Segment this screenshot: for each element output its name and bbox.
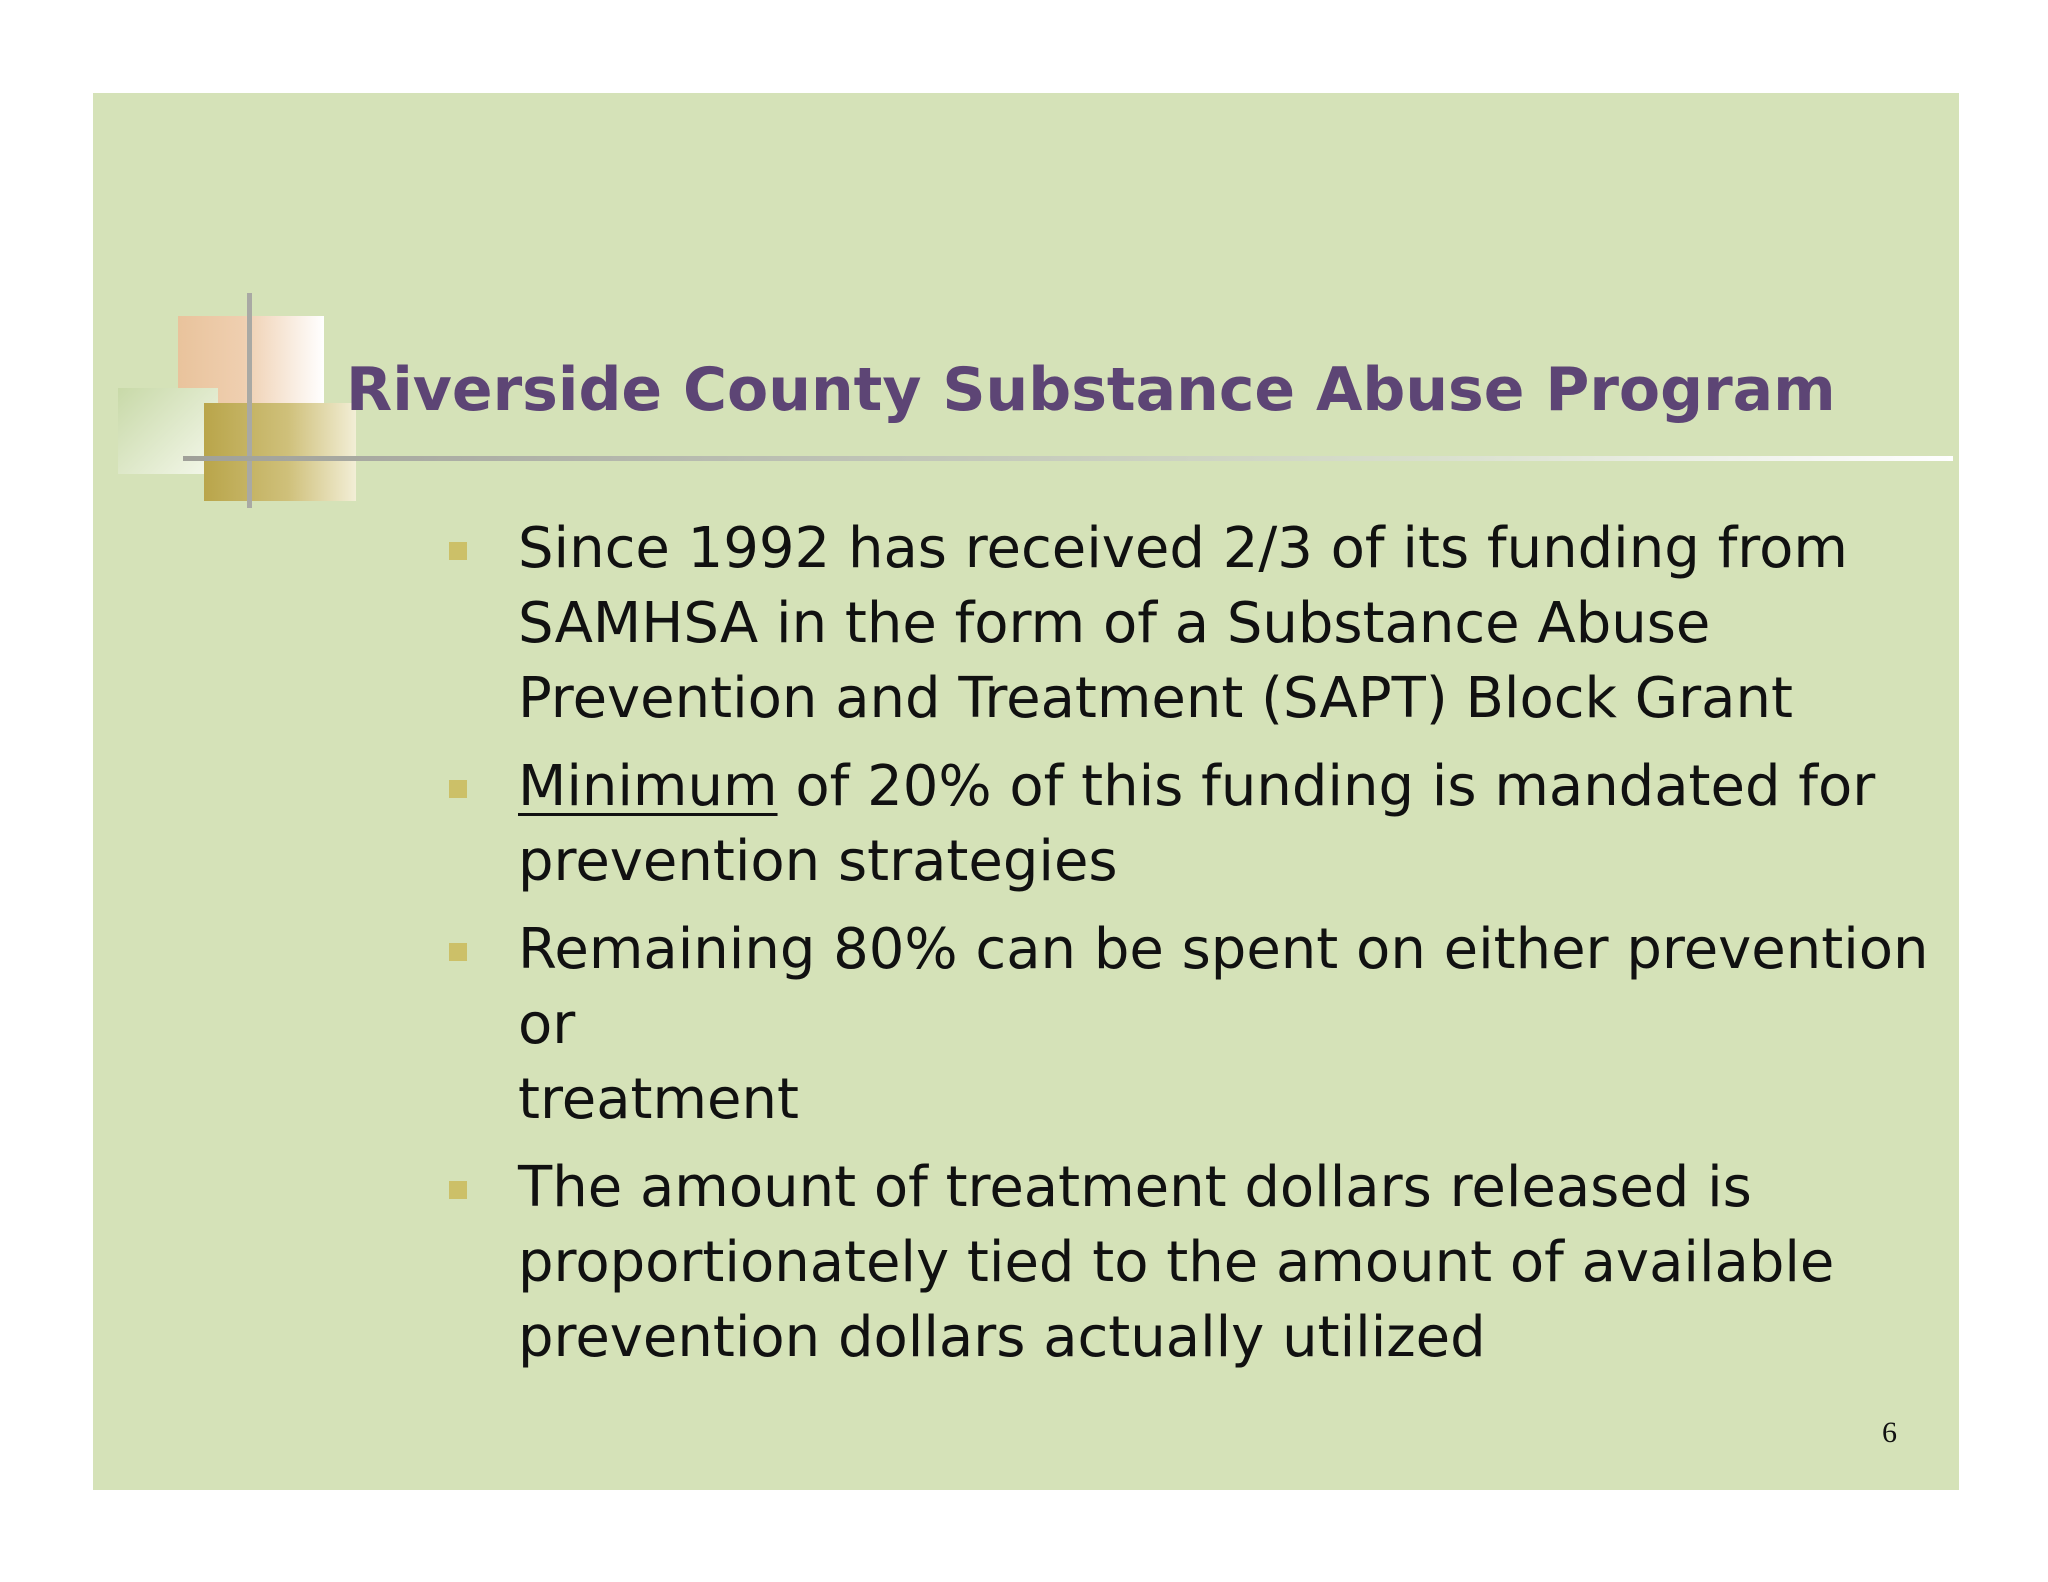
- bullet-item-funding: [353, 511, 1953, 736]
- slide: [93, 93, 1959, 1490]
- decorative-light-square: [118, 388, 218, 474]
- bullet-line: SAMHSA in the form of a Substance Abuse: [518, 591, 1711, 656]
- bullet-line: prevention dollars actually utilized: [518, 1305, 1486, 1370]
- bullet-item-remaining: [353, 912, 1953, 1137]
- title-divider-line: [183, 456, 1953, 461]
- square-bullet-icon: [449, 542, 467, 560]
- bullet-line: Remaining 80% can be spent on either prevention or: [518, 917, 1929, 1057]
- square-bullet-icon: [449, 780, 467, 798]
- bullet-line: prevention strategies: [518, 829, 1118, 894]
- bullet-line: The amount of treatment dollars released is: [518, 1155, 1752, 1220]
- bullet-line: Prevention and Treatment (SAPT) Block Grant: [518, 666, 1793, 731]
- bullet-line: treatment: [518, 1067, 799, 1132]
- decorative-olive-square: [204, 403, 356, 501]
- bullet-line: proportionately tied to the amount of available: [518, 1230, 1835, 1295]
- bullet-item-minimum: [353, 749, 1953, 899]
- square-bullet-icon: [449, 1181, 467, 1199]
- decorative-vertical-line: [247, 293, 252, 508]
- square-bullet-icon: [449, 943, 467, 961]
- bullet-line: of 20% of this funding is mandated for: [777, 754, 1876, 819]
- bullet-line: Since 1992 has received 2/3 of its funding from: [518, 516, 1848, 581]
- bullet-list: [353, 511, 1953, 1388]
- page-number: 6: [1882, 1416, 1897, 1449]
- underlined-word: Minimum: [518, 754, 778, 819]
- bullet-item-treatment-dollars: [353, 1150, 1953, 1375]
- slide-title: Riverside County Substance Abuse Program: [346, 355, 1836, 425]
